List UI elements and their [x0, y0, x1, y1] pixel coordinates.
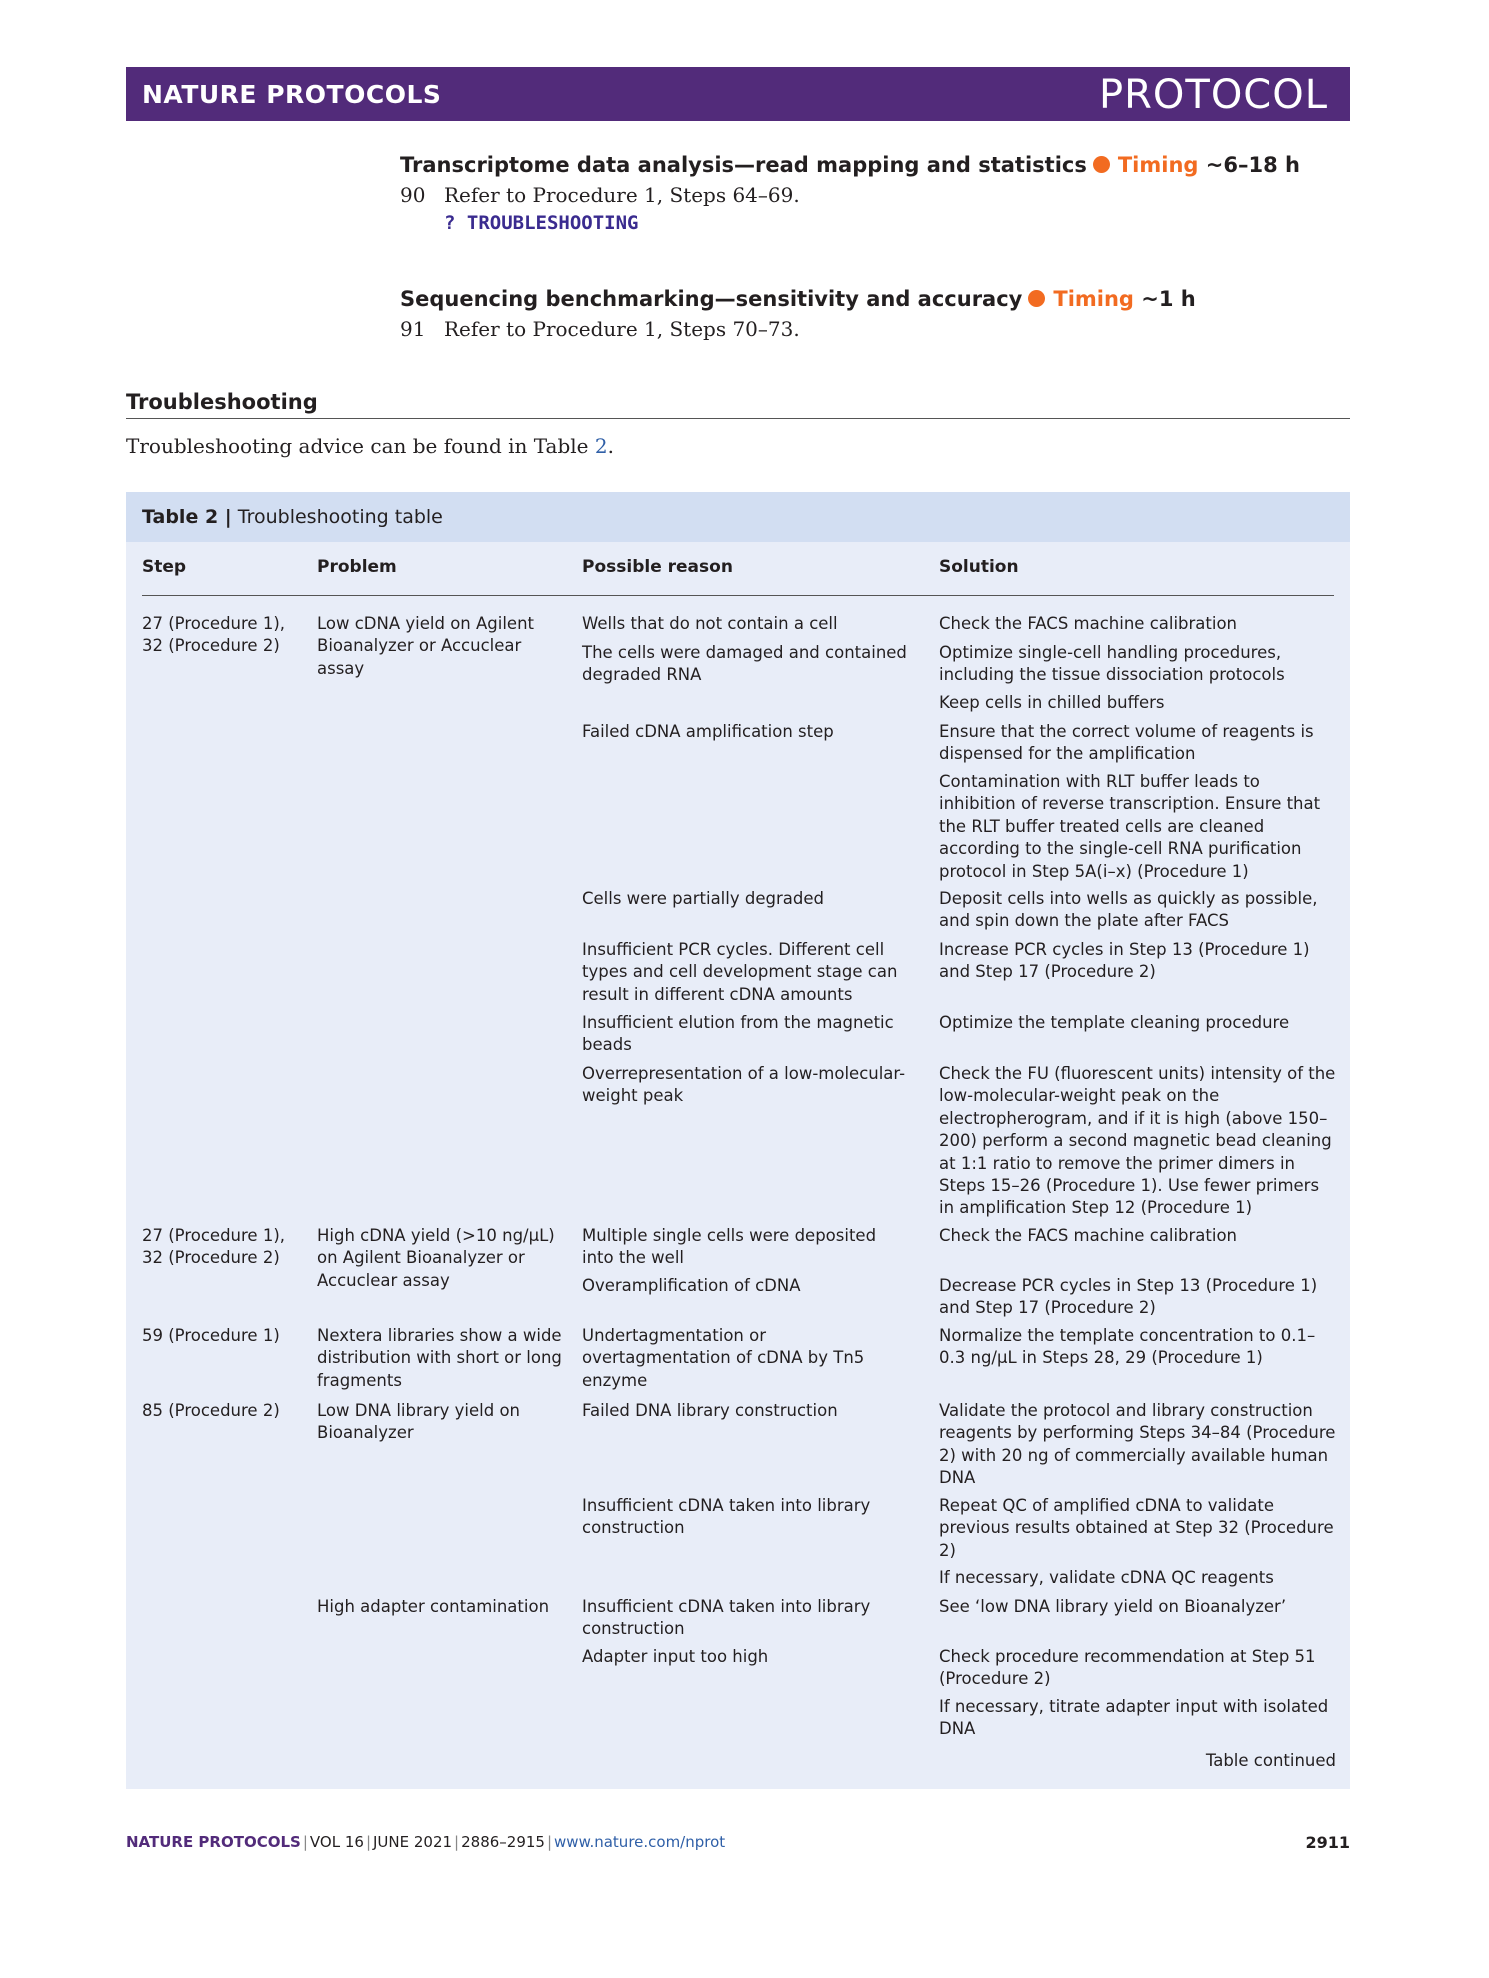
solution-cell: Increase PCR cycles in Step 13 (Procedure 1) and Step 17 (Procedure 2)	[939, 940, 1310, 982]
problem-cell: Low DNA library yield on Bioanalyzer	[317, 1401, 521, 1443]
reason-cell: Adapter input too high	[582, 1647, 769, 1666]
step-cell: 85 (Procedure 2)	[142, 1401, 280, 1420]
step-cell: 27 (Procedure 1), 32 (Procedure 2)	[142, 1226, 286, 1268]
footer-pages: 2886–2915	[461, 1833, 545, 1851]
footer-url-link[interactable]: www.nature.com/nprot	[554, 1833, 726, 1851]
footer-volume: VOL 16	[309, 1833, 364, 1851]
reason-cell: Insufficient elution from the magnetic beads	[582, 1013, 894, 1055]
section-divider	[126, 418, 1350, 419]
section-paragraph	[126, 434, 614, 458]
page-footer: NATURE PROTOCOLS | VOL 16 | JUNE 2021 | 2886–2915 | www.nature.com/nprot	[126, 1833, 726, 1851]
table-reference-link[interactable]: 2	[594, 434, 608, 458]
reason-cell: Cells were partially degraded	[582, 889, 824, 908]
solution-cell: See ‘low DNA library yield on Bioanalyzer’	[939, 1597, 1287, 1616]
footer-journal: NATURE PROTOCOLS	[126, 1833, 301, 1851]
solution-cell: Check procedure recommendation at Step 51 (Procedure 2)	[939, 1647, 1316, 1689]
step-heading-text: Transcriptome data analysis—read mapping and statistics	[400, 153, 1087, 177]
reason-cell: Insufficient PCR cycles. Different cell types and cell development stage can result in different cDNA amounts	[582, 940, 898, 1004]
paragraph-text: .	[607, 434, 614, 458]
reason-cell: Overrepresentation of a low-molecular-weight peak	[582, 1064, 906, 1106]
step-heading-91	[400, 287, 1196, 311]
solution-cell: Normalize the template concentration to 0.1–0.3 ng/μL in Steps 28, 29 (Procedure 1)	[939, 1326, 1316, 1368]
step-number: 91	[400, 317, 426, 341]
journal-name: NATURE PROTOCOLS	[142, 80, 442, 109]
solution-cell: Contamination with RLT buffer leads to inhibition of reverse transcription. Ensure that the RLT buffer treated cells are cleaned according to the single-cell RNA purification protocol in Step 5A(i–x) (Procedure 1)	[939, 772, 1321, 881]
reason-cell: Multiple single cells were deposited into the well	[582, 1226, 877, 1268]
reason-cell: Insufficient cDNA taken into library construction	[582, 1496, 871, 1538]
solution-cell: If necessary, validate cDNA QC reagents	[939, 1568, 1274, 1587]
article-type: PROTOCOL	[1098, 72, 1328, 118]
table-caption	[126, 492, 1350, 542]
timing-value: ~6–18 h	[1205, 153, 1300, 177]
reason-cell: Insufficient cDNA taken into library construction	[582, 1597, 871, 1639]
reason-cell: Failed DNA library construction	[582, 1401, 838, 1420]
step-text: Refer to Procedure 1, Steps 64–69.	[444, 183, 800, 207]
troubleshooting-table	[126, 492, 1350, 1789]
section-title: Troubleshooting	[126, 390, 318, 414]
table-label: Table 2 |	[142, 506, 232, 528]
step-91	[400, 317, 800, 341]
timing-dot-icon	[1093, 156, 1110, 173]
reason-cell: Undertagmentation or overtagmentation of cDNA by Tn5 enzyme	[582, 1326, 865, 1390]
step-text: Refer to Procedure 1, Steps 70–73.	[444, 317, 800, 341]
troubleshooting-link[interactable]: ? TROUBLESHOOTING	[444, 212, 639, 234]
solution-cell: Optimize the template cleaning procedure	[939, 1013, 1290, 1032]
solution-cell: Validate the protocol and library construction reagents by performing Steps 34–84 (Procedure 2) with 20 ng of commercially available human DNA	[939, 1401, 1336, 1488]
problem-cell: Nextera libraries show a wide distribution with short or long fragments	[317, 1326, 562, 1390]
column-header-problem: Problem	[317, 557, 397, 577]
solution-cell: Keep cells in chilled buffers	[939, 693, 1165, 712]
table-continued-note: Table continued	[1205, 1751, 1336, 1770]
solution-cell: Repeat QC of amplified cDNA to validate previous results obtained at Step 32 (Procedure 2)	[939, 1496, 1334, 1560]
column-header-reason: Possible reason	[582, 557, 733, 577]
solution-cell: Ensure that the correct volume of reagents is dispensed for the amplification	[939, 722, 1314, 764]
step-heading-90	[400, 153, 1300, 177]
column-header-step: Step	[142, 557, 187, 577]
solution-cell: Check the FU (fluorescent units) intensity of the low-molecular-weight peak on the electropherogram, and if it is high (above 150–200) perform a second magnetic bead cleaning at 1:1 ratio to remove the primer dimers in Steps 15–26 (Procedure 1). Use fewer primers in amplification Step 12 (Procedure 1)	[939, 1064, 1336, 1218]
header-divider	[142, 595, 1334, 596]
paragraph-text: Troubleshooting advice can be found in Table	[126, 434, 595, 458]
step-cell: 27 (Procedure 1), 32 (Procedure 2)	[142, 614, 286, 656]
reason-cell: Wells that do not contain a cell	[582, 614, 838, 633]
solution-cell: If necessary, titrate adapter input with isolated DNA	[939, 1697, 1329, 1739]
solution-cell: Deposit cells into wells as quickly as possible, and spin down the plate after FACS	[939, 889, 1318, 931]
footer-date: JUNE 2021	[373, 1833, 453, 1851]
step-90	[400, 183, 800, 207]
step-cell: 59 (Procedure 1)	[142, 1326, 280, 1345]
solution-cell: Decrease PCR cycles in Step 13 (Procedure 1) and Step 17 (Procedure 2)	[939, 1276, 1318, 1318]
timing-dot-icon	[1028, 290, 1045, 307]
timing-label: Timing	[1117, 153, 1199, 177]
step-heading-text: Sequencing benchmarking—sensitivity and accuracy	[400, 287, 1023, 311]
column-header-solution: Solution	[939, 557, 1019, 577]
reason-cell: The cells were damaged and contained degraded RNA	[582, 643, 907, 685]
reason-cell: Failed cDNA amplification step	[582, 722, 834, 741]
solution-cell: Optimize single-cell handling procedures, including the tissue dissociation protocols	[939, 643, 1285, 685]
problem-cell: Low cDNA yield on Agilent Bioanalyzer or Accuclear assay	[317, 614, 534, 678]
page-number: 2911	[1305, 1833, 1350, 1852]
journal-header-bar	[126, 67, 1350, 121]
solution-cell: Check the FACS machine calibration	[939, 614, 1238, 633]
problem-cell: High adapter contamination	[317, 1597, 550, 1616]
timing-value: ~1 h	[1141, 287, 1196, 311]
table-title: Troubleshooting table	[237, 506, 443, 528]
timing-label: Timing	[1053, 287, 1134, 311]
step-number: 90	[400, 183, 426, 207]
problem-cell: High cDNA yield (>10 ng/μL) on Agilent Bioanalyzer or Accuclear assay	[317, 1226, 555, 1290]
reason-cell: Overamplification of cDNA	[582, 1276, 801, 1295]
solution-cell: Check the FACS machine calibration	[939, 1226, 1238, 1245]
